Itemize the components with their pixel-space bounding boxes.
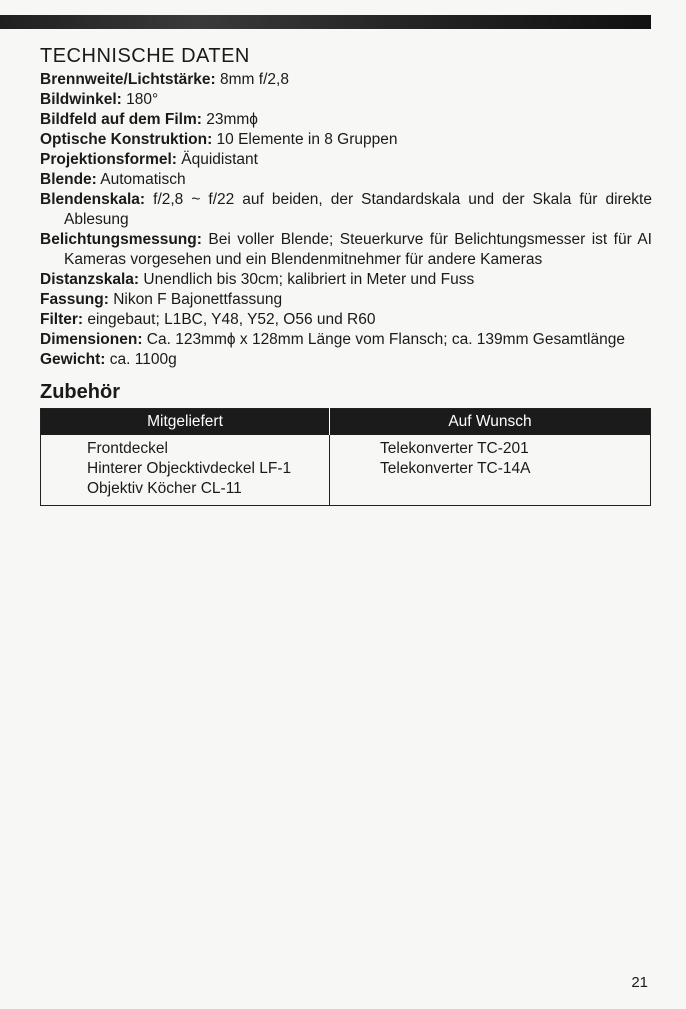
spec-value: 10 Elemente in 8 Gruppen	[212, 131, 398, 148]
spec-value: Nikon F Bajonettfassung	[108, 291, 283, 308]
list-item: Frontdeckel	[87, 440, 168, 457]
spec-item	[40, 170, 652, 190]
spec-key: Blendenskala:	[40, 191, 146, 208]
header-bar	[0, 15, 651, 29]
list-item: Telekonverter TC-201	[380, 440, 529, 457]
list-item: Objektiv Köcher CL-11	[87, 480, 242, 497]
spec-value: eingebaut; L1BC, Y48, Y52, O56 und R60	[83, 311, 376, 328]
spec-key: Distanzskala:	[40, 271, 140, 288]
spec-key: Dimensionen:	[40, 331, 143, 348]
page-number: 21	[631, 974, 648, 991]
list-item: Hinterer Objecktivdeckel LF-1	[87, 460, 292, 477]
spec-value: Automatisch	[96, 171, 186, 188]
spec-key: Filter:	[40, 311, 84, 328]
spec-item	[40, 270, 652, 290]
spec-value: Ca. 123mmϕ x 128mm Länge vom Flansch; ca. 139mm Gesamtlänge	[142, 331, 625, 348]
spec-item	[40, 350, 652, 370]
spec-item	[40, 70, 652, 90]
spec-item	[40, 90, 652, 110]
spec-value: Bei voller Blende; Steuerkurve für Belichtungsmesser ist für AI Kameras vorgesehen und ein Blendenmitnehmer für andere Kameras	[64, 231, 652, 268]
spec-value: f/2,8 ~ f/22 auf beiden, der Standardskala und der Skala für direkte Ablesung	[64, 191, 652, 228]
spec-item	[40, 310, 652, 330]
spec-key: Projektionsformel:	[40, 151, 177, 168]
spec-item	[40, 290, 652, 310]
spec-key: Blende:	[40, 171, 97, 188]
spec-item	[40, 330, 652, 350]
accessories-table	[40, 408, 651, 506]
spec-key: Optische Konstruktion:	[40, 131, 213, 148]
spec-value: ca. 1100g	[105, 351, 177, 368]
spec-key: Fassung:	[40, 291, 109, 308]
spec-value: 23mmϕ	[201, 111, 258, 128]
accessories-heading: Zubehör	[40, 381, 120, 403]
optional-items-cell	[330, 435, 651, 506]
spec-value: 8mm f/2,8	[215, 71, 289, 88]
spec-item	[40, 230, 652, 270]
spec-list	[40, 70, 652, 370]
spec-key: Belichtungsmessung:	[40, 231, 202, 248]
spec-key: Bildfeld auf dem Film:	[40, 111, 202, 128]
spec-key: Brennweite/Lichtstärke:	[40, 71, 216, 88]
page-content	[40, 44, 652, 506]
spec-item	[40, 130, 652, 150]
column-header-included: Mitgeliefert	[41, 409, 330, 436]
spec-value: Äquidistant	[176, 151, 258, 168]
spec-item	[40, 150, 652, 170]
list-item: Telekonverter TC-14A	[380, 460, 531, 477]
spec-key: Gewicht:	[40, 351, 106, 368]
spec-item	[40, 110, 652, 130]
page-title: TECHNISCHE DATEN	[40, 45, 250, 67]
spec-value: 180°	[121, 91, 159, 108]
spec-item	[40, 190, 652, 230]
spec-key: Bildwinkel:	[40, 91, 122, 108]
included-items-cell	[41, 435, 330, 506]
column-header-optional: Auf Wunsch	[330, 409, 651, 436]
spec-value: Unendlich bis 30cm; kalibriert in Meter und Fuss	[139, 271, 475, 288]
